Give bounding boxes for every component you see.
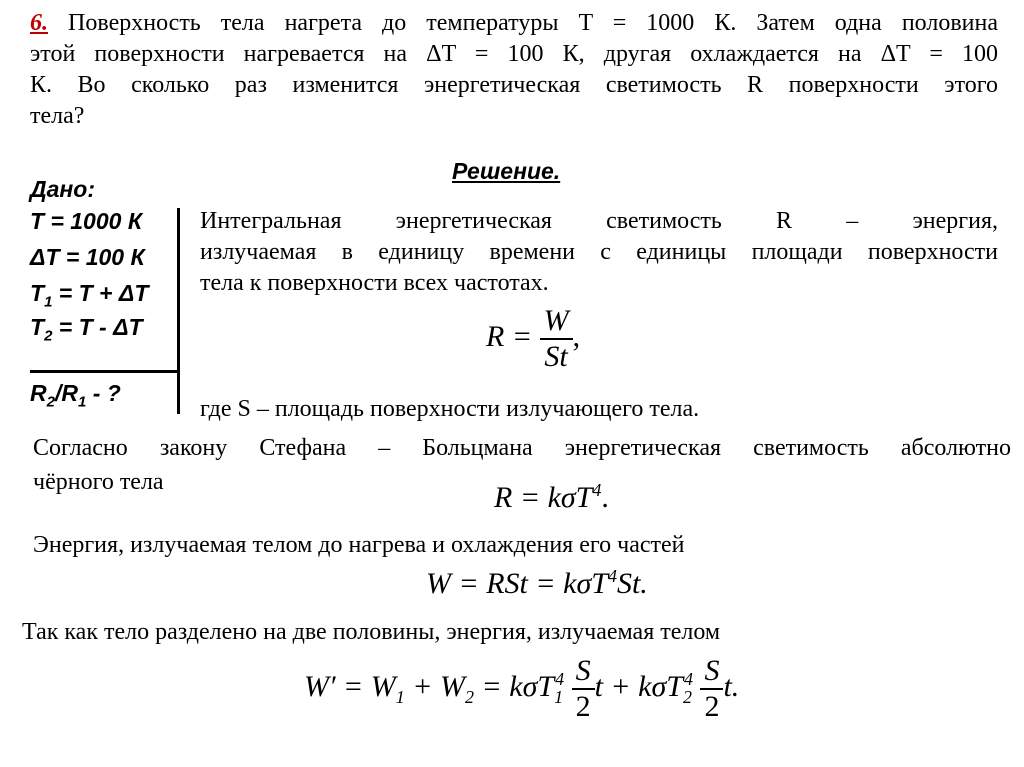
given-t1: $T_1 = T + \Delta T$ xyxy=(30,280,149,311)
stefan-line-2: чёрного тела xyxy=(33,469,164,495)
problem-line-1: 6. Поверхность тела нагрета до температуры T = 1000 К. Затем одна половина xyxy=(30,10,999,36)
formula-luminosity-definition: R = $\frac{W}{St}$ , xyxy=(486,304,581,373)
where-s-text: где S – площадь поверхности излучающего тела. xyxy=(200,396,700,422)
definition-text xyxy=(200,206,998,299)
definition-line-3: тела к поверхности всех частотах. xyxy=(200,270,549,296)
fraction-s-over-2-second: $\frac{S}{2}$ xyxy=(700,654,723,724)
given-t2: $T_2 = T - \Delta T$ xyxy=(30,314,143,345)
given-divider-horizontal xyxy=(30,370,179,373)
fraction-w-over-st: $\frac{W}{St}$ xyxy=(540,304,573,374)
energy-before-text: Энергия, излучаемая телом до нагрева и охлаждения его частей xyxy=(33,532,685,558)
given-delta: ΔT = 100 К xyxy=(30,244,145,270)
two-halves-text: Так как тело разделено на две половины, энергия, излучаемая телом xyxy=(22,619,721,645)
stefan-line-1: Согласно закону Стефана – Больцмана энергетическая светимость абсолютно xyxy=(33,435,1011,461)
find-ratio: $R_2/R_1$ - ? xyxy=(30,380,121,411)
formula-energy-halves: $W' = W_1 + W_2 = k\sigma T_1^4$ $\frac{S}{2}$ t + kσT$_2^4$ $\frac{S}{2}$ t. xyxy=(304,654,740,723)
problem-line-2: этой поверхности нагревается на ΔT = 100 К, другая охлаждается на ΔT = 100 xyxy=(30,41,998,67)
problem-line-4: тела? xyxy=(30,103,85,129)
problem-line-3: К. Во сколько раз изменится энергетическая светимость R поверхности этого xyxy=(30,72,998,98)
definition-line-2: излучаемая в единицу времени с единицы площади поверхности xyxy=(200,239,998,265)
definition-line-1: Интегральная энергетическая светимость R – энергия, xyxy=(200,208,998,234)
problem-statement xyxy=(30,8,998,132)
formula-stefan-boltzmann: R = kσT$^4$. xyxy=(494,480,609,514)
problem-number: 6. xyxy=(30,10,48,36)
solution-title: Решение. xyxy=(452,158,561,184)
given-label: Дано: xyxy=(30,176,96,202)
fraction-s-over-2-first: $\frac{S}{2}$ xyxy=(572,654,595,724)
formula-energy-total: W = RSt = kσT$^4$St. xyxy=(426,566,648,600)
given-temperature: T = 1000 К xyxy=(30,208,142,234)
given-divider-vertical xyxy=(177,208,180,414)
